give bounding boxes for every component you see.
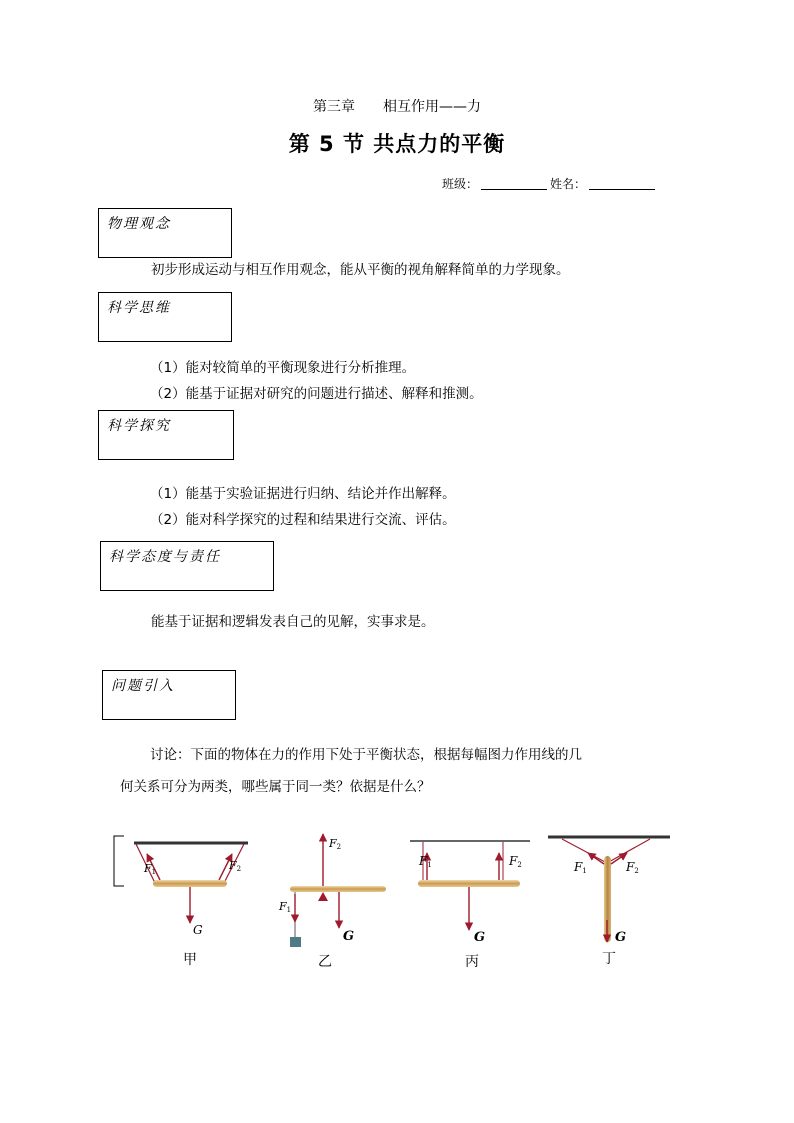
- f2-label-ding: F2: [626, 860, 639, 875]
- f1-label-jia: F1: [144, 862, 157, 876]
- inquiry-item-2: （2）能对科学探究的过程和结果进行交流、评估。: [150, 512, 456, 528]
- g-label-yi: G: [343, 929, 355, 944]
- physics-concept-text: 初步形成运动与相互作用观念，能从平衡的视角解释简单的力学现象。: [151, 262, 570, 278]
- figure-jia: [114, 836, 248, 937]
- figure-label-jia: 甲: [183, 952, 197, 968]
- inquiry-item-1: （1）能基于实验证据进行归纳、结论并作出解释。: [150, 486, 456, 502]
- force-f2-arrow-ding: [611, 853, 627, 864]
- thinking-item-1: （1）能对较简单的平衡现象进行分析推理。: [150, 360, 416, 376]
- heading-scientific-thinking: 科学思维: [107, 300, 171, 316]
- heading-box-attitude: [100, 541, 274, 591]
- attitude-text: 能基于证据和逻辑发表自己的见解，实事求是。: [151, 614, 435, 630]
- discussion-line-1: 讨论：下面的物体在力的作用下处于平衡状态，根据每幅图力作用线的几: [150, 747, 582, 763]
- force-diagrams: [0, 820, 794, 980]
- thinking-item-2: （2）能基于证据对研究的问题进行描述、解释和推测。: [150, 386, 483, 402]
- f2-label-jia: F2: [229, 859, 242, 873]
- chapter-heading: [0, 96, 794, 116]
- f1-label-ding: F1: [574, 860, 587, 875]
- heading-problem-intro: 问题引入: [111, 678, 175, 694]
- lever-yi: [290, 886, 386, 892]
- heading-attitude: 科学态度与责任: [109, 549, 221, 565]
- page-title: 第 5 节 共点力的平衡: [288, 132, 506, 156]
- class-blank: [481, 177, 547, 190]
- g-label-jia: G: [193, 923, 203, 937]
- force-f1-arrow-ding: [588, 853, 604, 864]
- heading-box-scientific-inquiry: [98, 410, 234, 460]
- rod-bing: [418, 880, 520, 887]
- f1-label-yi: F1: [279, 900, 292, 914]
- heading-box-scientific-thinking: [98, 292, 232, 342]
- chapter-number: 第三章: [313, 99, 355, 115]
- chapter-title: 相互作用——力: [383, 99, 481, 115]
- f2-label-bing: F2: [509, 854, 522, 869]
- class-label: 班级：: [442, 177, 479, 191]
- figure-bing: [410, 841, 530, 945]
- rod-jia: [153, 880, 227, 887]
- rope-left-ding: [562, 839, 607, 863]
- figure-yi: [278, 834, 386, 947]
- figure-label-bing: 丙: [465, 954, 479, 970]
- discussion-line-2: 何关系可分为两类，哪些属于同一类？依据是什么？: [120, 779, 431, 795]
- heading-box-problem-intro: [102, 670, 236, 720]
- class-name-line: [442, 175, 658, 192]
- figure-label-yi: 乙: [318, 954, 332, 970]
- f2-label-yi: F2: [329, 837, 342, 851]
- g-label-bing: G: [474, 930, 486, 945]
- name-label: 姓名：: [550, 177, 587, 191]
- heading-scientific-inquiry: 科学探究: [107, 418, 171, 434]
- figure-label-ding: 丁: [602, 951, 616, 967]
- f1-label-bing: F1: [419, 854, 432, 869]
- fulcrum-yi: [318, 892, 328, 901]
- heading-box-physics-concept: [98, 208, 232, 258]
- figure-ding: [548, 837, 670, 945]
- g-label-ding: G: [615, 930, 627, 945]
- weight-block-yi: [290, 937, 301, 947]
- name-blank: [589, 177, 655, 190]
- bracket-mark: [114, 836, 124, 886]
- heading-physics-concept: 物理观念: [107, 216, 171, 232]
